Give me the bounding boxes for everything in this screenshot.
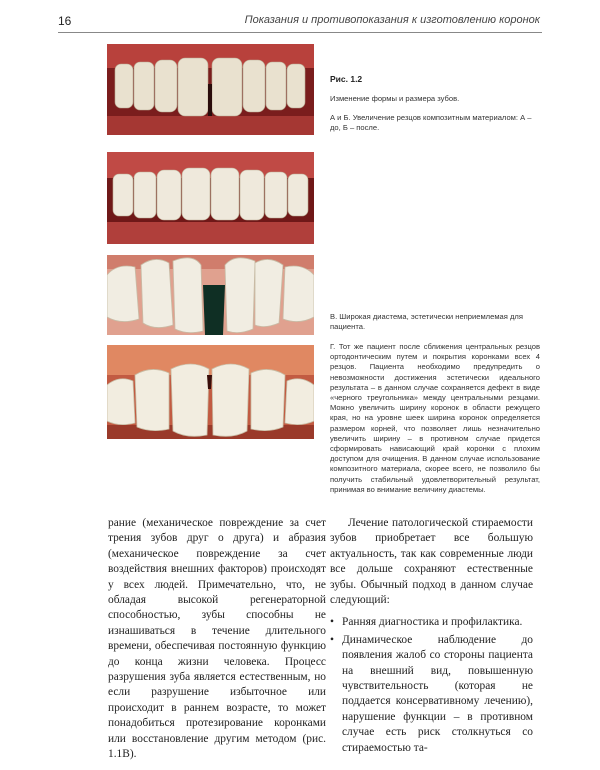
header-rule xyxy=(58,32,542,33)
figure-caption-main: Изменение формы и размера зубов. xyxy=(330,94,460,103)
figure-caption-g: Г. Тот же пациент после сближения центральных резцов ортодонтическим путем и покрытия коронками всех 4 резцов. Пациента необходимо предупредить о невозможности достижения эстетически идеального результата – в данном случае сохраняется дефект в виде «черного треугольника» между центральными резцами. Можно увеличить ширину коронок в области режущего края, но на уровне шеек ширина коронок определяется размером корней, что позволяет лишь незначительно увеличить ширину – в противном случае придется сформировать нависающий край коронки с плохим доступом для очищения. В данном случае использование композитного материала, скорее всего, не позволило бы получить стабильный удовлетворительный результат, принимая во внимание величину диастемы. xyxy=(330,342,540,494)
figure-photo-a xyxy=(107,44,314,135)
body-paragraph: рание (механическое повреждение за счет трения зубов друг о друга) и абразия (механическое повреждение за счет воздействия внешних факторов) происходят у всех людей. Примечательно, что, не обладая высокой регенераторной способностью, зубы способны не изнашиваться в течение длительного времени, обеспечивая постоянную функцию до конца жизни человека. Процесс разрушения зуба является естественным, но если разрушение избыточное или происходит в раннем возрасте, то может понадобиться протезирование коронками или восстановление другим методом (рис. 1.1В). xyxy=(108,517,326,761)
body-column-right xyxy=(330,516,533,758)
figure-photo-b xyxy=(107,152,314,244)
figure-label: Рис. 1.2 xyxy=(330,74,363,84)
page-number: 16 xyxy=(58,14,72,28)
list-item: • Ранняя диагностика и профилактика. xyxy=(330,615,533,630)
figure-caption-v: В. Широкая диастема, эстетически неприемлемая для пациента. xyxy=(330,312,523,332)
figure-photo-c xyxy=(107,255,314,335)
bullet-list xyxy=(330,615,533,756)
figure-caption-ab: А и Б. Увеличение резцов композитным материалом: А – до, Б – после. xyxy=(330,113,532,133)
body-column-left xyxy=(108,516,326,770)
figure-photo-d xyxy=(107,345,314,439)
body-paragraph: Лечение патологической стираемости зубов приобретает все большую актуальность, так как современные люди все дольше сохраняют естественные зубы. Обычный подход в данном случае следующий: xyxy=(330,517,533,607)
running-title: Показания и противопоказания к изготовлению коронок xyxy=(244,14,540,26)
list-item: • Динамическое наблюдение до появления жалоб со стороны пациента на внешний вид, повышенную чувствительность (которая не поддается консервативному лечению), нарушение функции – в противном случае есть риск столкнуться со стираемостью та- xyxy=(330,633,533,756)
